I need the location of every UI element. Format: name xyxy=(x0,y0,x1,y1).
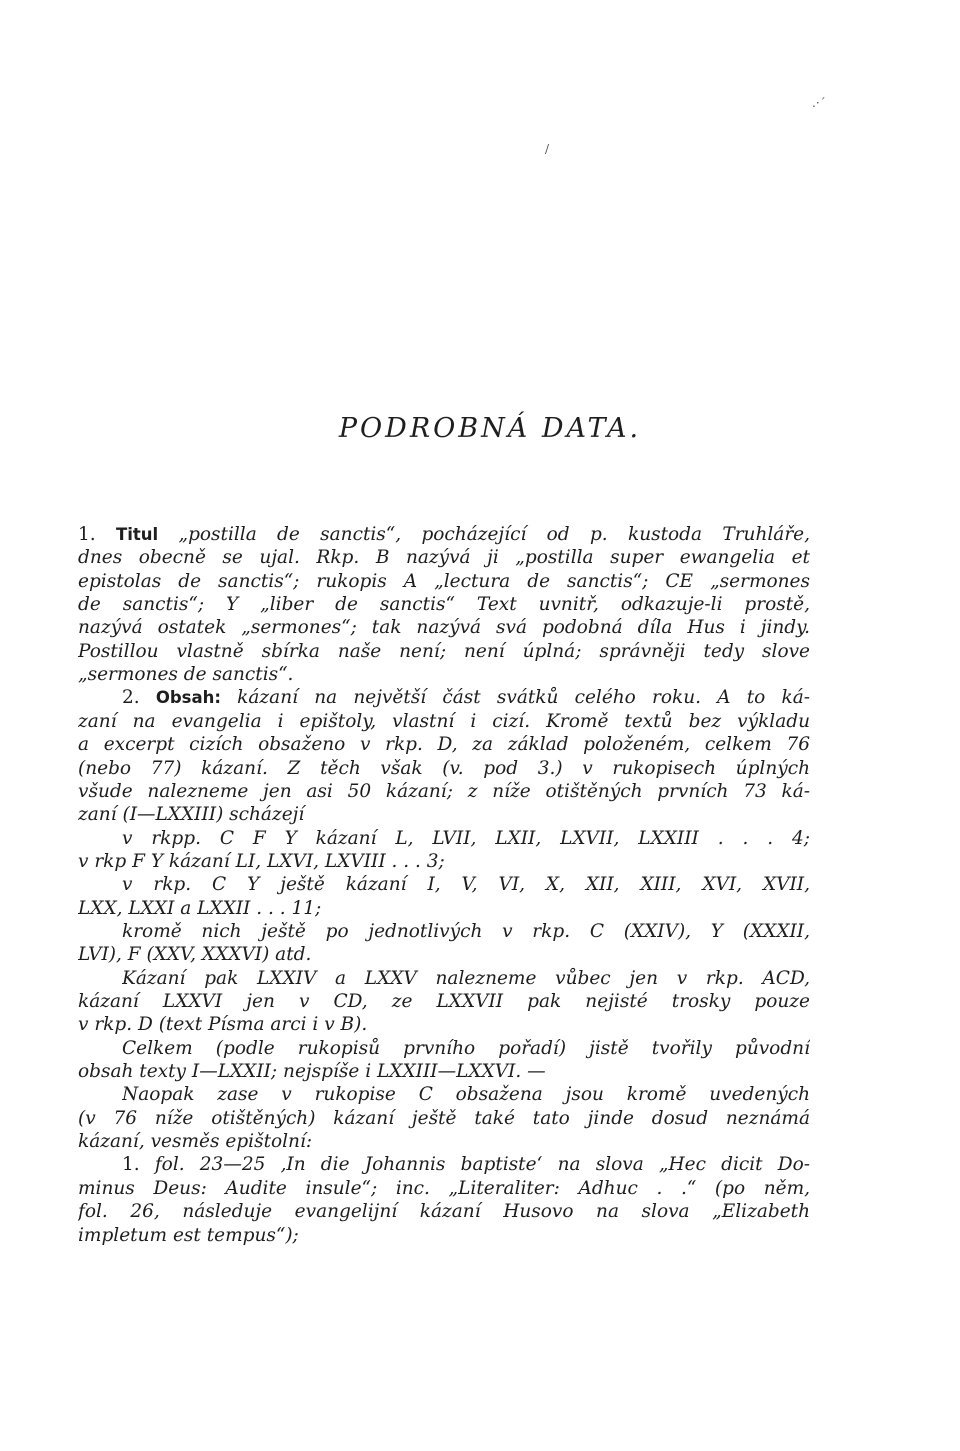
line-text: impletum est tempus“); xyxy=(78,1225,299,1246)
text-line xyxy=(78,802,810,828)
text-line xyxy=(122,1082,810,1108)
line-text: (v 76 níže otištěných) kázaní ještě také tato jinde dosud neznámá xyxy=(78,1108,810,1129)
line-text: Postillou vlastně sbírka naše není; není úplná; správněji tedy slove xyxy=(78,641,810,662)
line-text: Celkem (podle rukopisů prvního pořadí) jistě tvořily původní xyxy=(122,1038,810,1059)
text-line xyxy=(78,545,810,571)
line-text: „sermones de sanctis“. xyxy=(78,664,294,685)
line-text: kázaní LXXVI jen v CD, ze LXXVII pak nejisté trosky pouze xyxy=(78,991,810,1012)
line-text: minus Deus: Audite insule“; inc. „Literaliter: Adhuc . .“ (po něm, xyxy=(78,1178,810,1199)
line-text: „postilla de sanctis“, pocházející od p. kustoda Truhláře, xyxy=(158,524,810,545)
section-heading: Obsah: xyxy=(155,688,221,707)
line-text: fol. 26, následuje evangelijní kázaní Husovo na slova „Elizabeth xyxy=(78,1201,810,1222)
line-text: a excerpt cizích obsaženo v rkp. D, za základ položeném, celkem 76 xyxy=(78,734,810,755)
text-line xyxy=(78,732,810,758)
section-number: 1. xyxy=(78,524,116,545)
line-text: v rkp F Y kázaní LI, LXVI, LXVIII . . . 3; xyxy=(78,851,445,872)
text-line xyxy=(78,1012,810,1038)
line-text: v rkp. D (text Písma arci i v B). xyxy=(78,1014,368,1035)
line-text: epistolas de sanctis“; rukopis A „lectura de sanctis“; CE „sermones xyxy=(78,571,810,592)
line-text: Kázaní pak LXXIV a LXXV nalezneme vůbec jen v rkp. ACD, xyxy=(122,968,810,989)
line-text: dnes obecně se ujal. Rkp. B nazývá ji „postilla super ewangelia et xyxy=(78,547,810,568)
line-text: Naopak zase v rukopise C obsažena jsou kromě uvedených xyxy=(122,1084,810,1105)
line-text: nazývá ostatek „sermones“; tak nazývá svá podobná díla Hus i jindy. xyxy=(78,617,810,638)
line-text: de sanctis“; Y „liber de sanctis“ Text uvnitř, odkazuje-li prostě, xyxy=(78,594,810,615)
line-text: zaní na evangelia i epištoly, vlastní i cizí. Kromě textů bez výkladu xyxy=(78,711,810,732)
stray-mark-top: / xyxy=(545,142,550,156)
line-text: zaní (I—LXXIII) scházejí xyxy=(78,804,305,825)
text-line xyxy=(78,1199,810,1225)
section-heading: Titul xyxy=(115,525,159,544)
line-text: kázaní, vesměs epištolní: xyxy=(78,1131,313,1152)
line-text: v rkp. C Y ještě kázaní I, V, VI, X, XII, XIII, XVI, XVII, xyxy=(122,874,810,895)
text-line xyxy=(122,872,810,898)
stray-mark-top-right: .·´ xyxy=(812,96,826,110)
text-line xyxy=(122,685,810,711)
text-line xyxy=(122,1152,810,1178)
line-text: (nebo 77) kázaní. Z těch však (v. pod 3.) v rukopisech úplných xyxy=(78,758,810,779)
line-text: LVI), F (XXV, XXXVI) atd. xyxy=(78,944,312,965)
text-line xyxy=(78,615,810,641)
line-text: kázaní na největší část svátků celého roku. A to ká- xyxy=(220,687,810,708)
line-text: obsah texty I—LXXII; nejspíše i LXXIII—LXXVI. — xyxy=(78,1061,546,1082)
line-text: LXX, LXXI a LXXII . . . 11; xyxy=(78,898,322,919)
line-text: všude nalezneme jen asi 50 kázaní; z níže otištěných prvních 73 ká- xyxy=(78,781,810,802)
text-line xyxy=(78,1223,810,1249)
section-number: 2. xyxy=(122,687,156,708)
page-title: PODROBNÁ DATA. xyxy=(338,413,642,444)
text-line xyxy=(78,942,810,968)
line-text: v rkpp. C F Y kázaní L, LVII, LXII, LXVII, LXXIII . . . 4; xyxy=(122,828,810,849)
line-text: fol. 23—25 ‚In die Johannis baptiste‘ na slova „Hec dicit Do- xyxy=(154,1154,810,1175)
section-number: 1. xyxy=(122,1154,155,1175)
line-text: kromě nich ještě po jednotlivých v rkp. C (XXIV), Y (XXXII, xyxy=(122,921,810,942)
